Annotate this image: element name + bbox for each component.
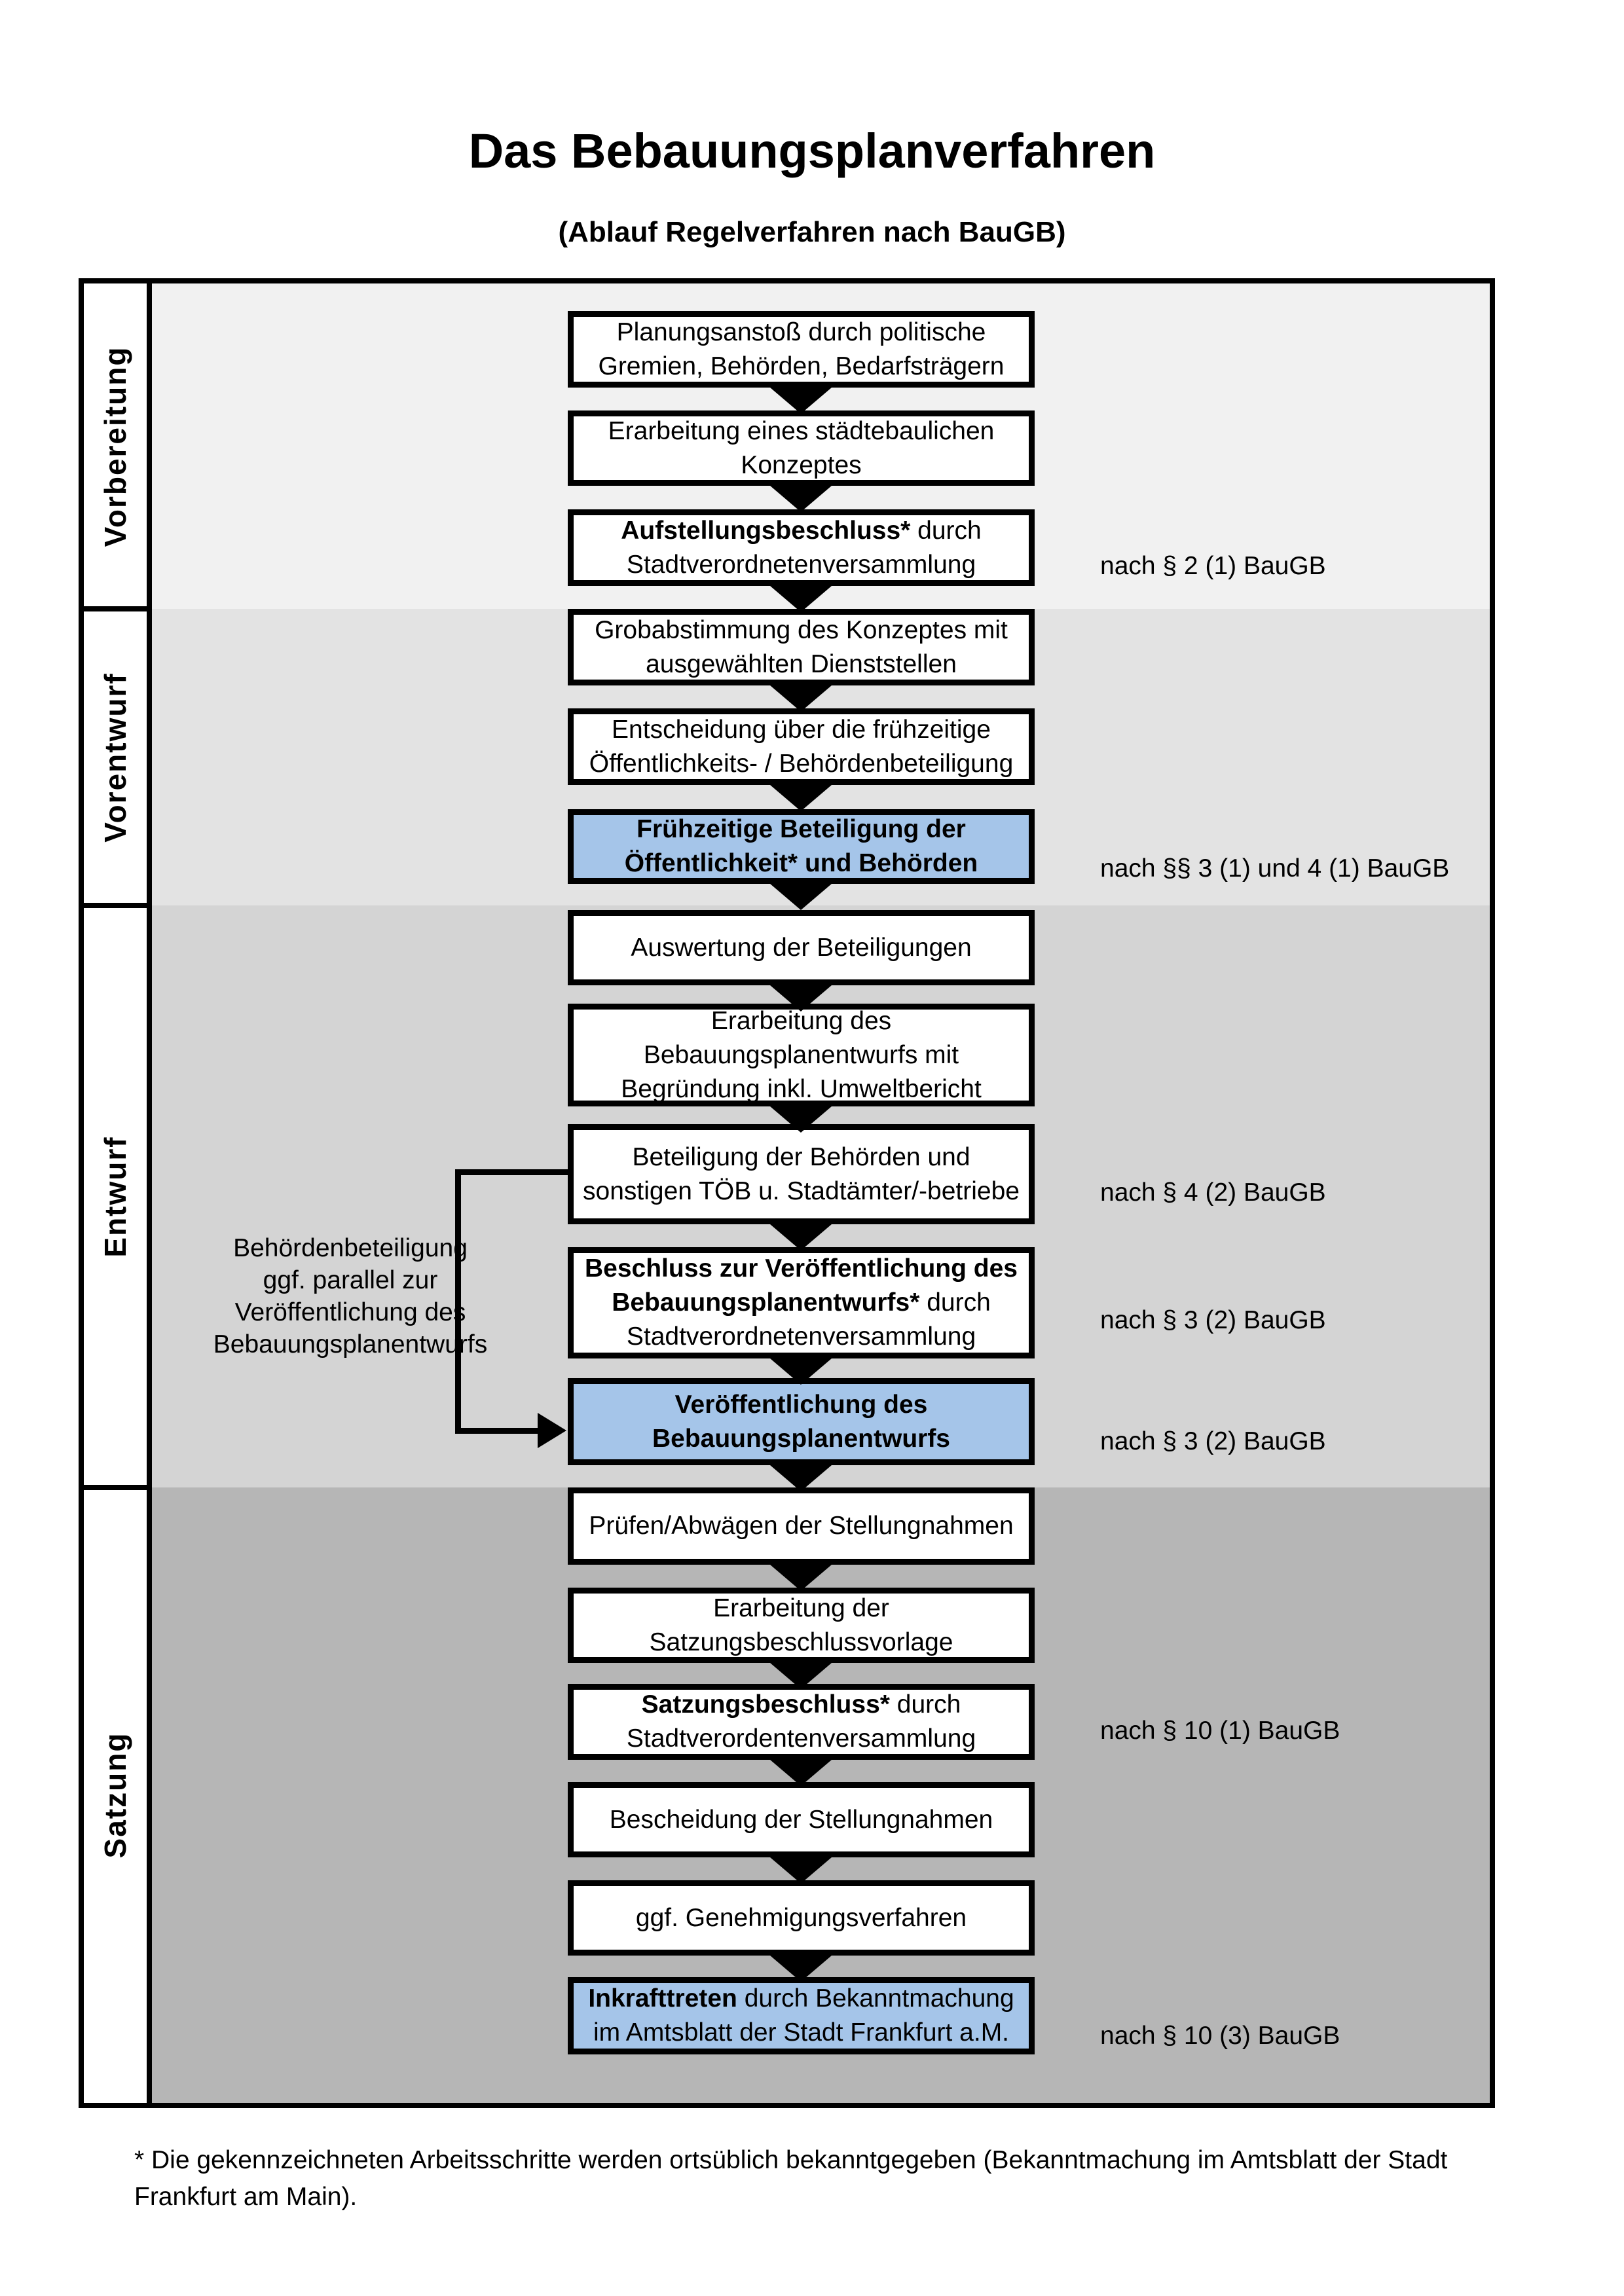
arrow-down-icon [766,1461,836,1491]
arrow-down-icon [766,682,836,712]
flow-box-text: Gremien, Behörden, Bedarfsträgern [598,352,1005,380]
flow-box-text-line [576,713,1026,747]
flow-box-text: Inkrafttreten [588,1984,737,2013]
flow-box-text: Stadtverordnetenversammlung [626,550,976,579]
flow-box-text-line [576,2016,1026,2050]
arrow-down-icon [766,981,836,1011]
flow-box-text: Konzeptes [741,450,862,479]
flow-box-text: Stadtverordnetenversammlung [626,1322,976,1351]
flow-box-text: Erarbeitung der [713,1594,889,1622]
arrow-down-icon [766,781,836,811]
flow-box-text-line [576,812,1026,847]
flow-box-satzungsbeschluss [568,1684,1035,1760]
flow-box-text: Beschluss zur Veröffentlichung des [585,1254,1018,1283]
arrow-down-icon [766,582,836,612]
law-reference: nach § 10 (3) BauGB [1100,2022,1340,2050]
arrow-down-icon [766,880,836,910]
flow-box-text-line [576,350,1026,384]
flow-box-text-line [576,448,1026,483]
flow-box-text: Öffentlichkeit* und Behörden [624,849,978,877]
flow-box-text-line [576,1252,1026,1286]
flow-box-text: Entscheidung über die frühzeitige [612,715,991,744]
flow-box-text-line [576,1072,1026,1106]
footnote-line-2: Frankfurt am Main). [134,2183,358,2211]
flow-box-text-line [576,1388,1026,1422]
flow-box-text: Prüfen/Abwägen der Stellungnahmen [589,1512,1014,1540]
flow-box-text-line [576,1140,1026,1175]
flow-box-text: durch Bekanntmachung [737,1984,1014,2013]
flow-box-text: Frühzeitige Beteiligung der [637,815,966,843]
flow-box-satzungsbeschlussvorlage [568,1588,1035,1663]
law-reference: nach § 4 (2) BauGB [1100,1178,1326,1207]
flow-box-text: Begründung inkl. Umweltbericht [621,1074,982,1103]
flow-box-text-line [576,613,1026,647]
flow-box-text: im Amtsblatt der Stadt Frankfurt a.M. [593,2018,1010,2047]
flow-box-text: Bescheidung der Stellungnahmen [609,1805,993,1834]
flow-box-text: Erarbeitung eines städtebaulichen [608,416,995,445]
phase-label-text: Satzung [98,1732,132,1859]
flow-box-text: Aufstellungsbeschluss* [621,516,911,545]
flow-box-text: Grobabstimmung des Konzeptes mit [595,615,1008,644]
flow-box-text-line [576,1626,1026,1660]
flow-box-text-line [576,1509,1026,1543]
phase-label-text: Vorentwurf [98,672,132,843]
flow-box-inkrafttreten [568,1977,1035,2054]
arrow-down-icon [766,1355,836,1385]
phase-label-text: Entwurf [98,1135,132,1258]
law-reference: nach § 3 (2) BauGB [1100,1306,1326,1334]
flow-box-text-line [576,1422,1026,1456]
flow-box-bescheidung [568,1782,1035,1857]
parallel-note-line: Behördenbeteiligung [233,1234,468,1262]
flow-box-text-line [576,1982,1026,2016]
flow-box-text-line [576,1175,1026,1209]
flow-box-text-line [576,747,1026,781]
flow-box-text: Bebauungsplanentwurfs* [612,1288,920,1317]
flow-box-veroeffentlichung [568,1378,1035,1465]
flow-box-text: Satzungsbeschlussvorlage [649,1628,953,1656]
flow-box-text: ausgewählten Dienststellen [646,649,957,678]
arrow-down-icon [766,482,836,512]
flow-box-text: Auswertung der Beteiligungen [631,933,972,962]
parallel-note-line: ggf. parallel zur [263,1266,438,1294]
flow-box-staedtebauliches-konzept [568,410,1035,486]
flow-box-text-line [576,1592,1026,1626]
flow-box-text: ggf. Genehmigungsverfahren [635,1903,967,1932]
flow-box-text: Erarbeitung des [710,1006,892,1035]
flow-box-text: Stadtverordentenversammlung [626,1724,976,1753]
flow-box-text-line [576,647,1026,682]
flow-box-text: durch [919,1288,991,1317]
arrow-down-icon [766,1756,836,1786]
flow-box-text: Öffentlichkeits- / Behördenbeteiligung [589,749,1014,778]
flow-box-text-line [576,1320,1026,1354]
flow-box-text: Bebauungsplanentwurfs mit [643,1040,959,1069]
flow-box-text: Satzungsbeschluss* [641,1690,890,1719]
flow-box-text-line [576,1901,1026,1935]
flow-box-text-line [576,1803,1026,1837]
parallel-procedure-note [196,1232,504,1360]
flow-box-text: Bebauungsplanentwurfs [652,1424,951,1453]
flow-box-planungsanstoss [568,311,1035,388]
arrow-down-icon [766,1952,836,1982]
arrow-down-icon [766,1220,836,1250]
law-reference: nach §§ 3 (1) und 4 (1) BauGB [1100,854,1450,883]
flow-box-auswertung [568,910,1035,985]
page-subtitle: (Ablauf Regelverfahren nach BauGB) [558,216,1066,248]
flow-box-text: durch [889,1690,961,1719]
arrow-down-icon [766,384,836,414]
flow-box-pruefen-abwaegen [568,1487,1035,1565]
parallel-note-line: Bebauungsplanentwurfs [213,1330,488,1358]
arrow-down-icon [766,1659,836,1689]
footnote-line-1: * Die gekennzeichneten Arbeitsschritte werden ortsüblich bekanntgegeben (Bekanntmachung im Amtsblatt der Stadt [134,2146,1448,2174]
flow-box-text-line [576,847,1026,881]
flow-box-text: durch [910,516,982,545]
flow-box-grobabstimmung [568,609,1035,685]
parallel-note-line: Veröffentlichung des [234,1298,466,1326]
flow-box-text-line [576,931,1026,965]
arrow-down-icon [766,1561,836,1591]
flow-box-text-line [576,1038,1026,1072]
flow-box-text-line [576,1688,1026,1722]
flow-box-text-line [576,548,1026,582]
flow-box-text-line [576,514,1026,548]
flow-box-text: sonstigen TÖB u. Stadtämter/-betriebe [583,1176,1020,1205]
law-reference: nach § 10 (1) BauGB [1100,1717,1340,1745]
flow-box-text-line [576,1722,1026,1756]
footnote [134,2142,1542,2215]
flow-box-text: Planungsanstoß durch politische [616,318,986,346]
flow-box-text-line [576,316,1026,350]
flow-box-beschluss-veroeffentlichung [568,1247,1035,1358]
flow-box-entscheidung-beteiligung [568,708,1035,785]
arrow-down-icon [766,1853,836,1884]
law-reference: nach § 3 (2) BauGB [1100,1427,1326,1455]
flow-box-beteiligung-behoerden [568,1124,1035,1224]
arrow-down-icon [766,1102,836,1133]
flow-box-genehmigungsverfahren [568,1880,1035,1956]
law-reference: nach § 2 (1) BauGB [1100,552,1326,580]
flow-box-aufstellungsbeschluss [568,509,1035,586]
flow-box-erarbeitung-entwurf [568,1004,1035,1106]
flow-box-text-line [576,1286,1026,1320]
flow-box-text: Veröffentlichung des [674,1390,928,1419]
flow-box-text-line [576,414,1026,448]
page-title: Das Bebauungsplanverfahren [468,124,1156,178]
flow-box-fruehzeitige-beteiligung [568,809,1035,884]
phase-label-text: Vorbereitung [98,346,132,547]
flow-box-text: Beteiligung der Behörden und [632,1142,970,1171]
